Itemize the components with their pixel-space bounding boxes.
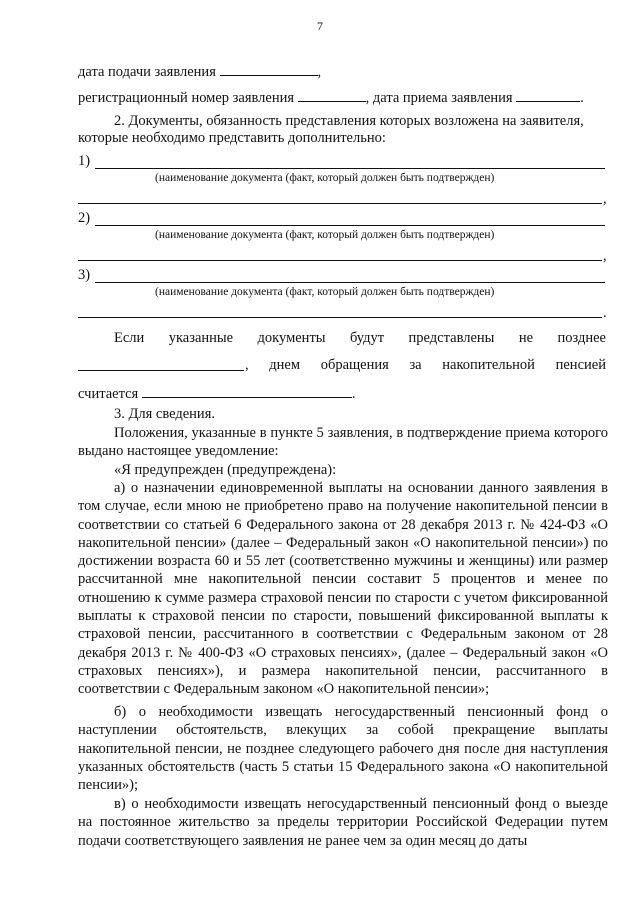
clause-b bbox=[78, 703, 608, 794]
condition-line1 bbox=[114, 329, 606, 347]
word: будут bbox=[349, 330, 385, 346]
acceptance-date-suffix: . bbox=[580, 90, 584, 106]
submission-date-blank bbox=[220, 61, 318, 76]
word: обращения bbox=[320, 357, 389, 373]
document-item-3-blank bbox=[95, 282, 605, 283]
page-number: 7 bbox=[317, 19, 323, 33]
clause-c-text: в) о необходимости извещать негосударственный пенсионный фонд о выезде на постоянное жительство за пределы территории Российской Федерации путем подачи соответствующего заявления не ранее чем за один месяц до даты bbox=[78, 796, 608, 849]
registration-number-label: регистрационный номер заявления bbox=[78, 90, 295, 106]
condition-line2 bbox=[245, 356, 606, 374]
acceptance-date-blank bbox=[516, 87, 580, 102]
document-item-3-end: . bbox=[603, 305, 607, 321]
word: представлены bbox=[408, 330, 495, 346]
warning-intro: «Я предупрежден (предупреждена): bbox=[114, 462, 337, 478]
submission-date-label: дата подачи заявления bbox=[78, 64, 216, 80]
section2-intro-line1: 2. Документы, обязанность представления которых возложена на заявителя, bbox=[114, 113, 584, 129]
word: днем bbox=[269, 357, 301, 373]
submission-date-suffix: , bbox=[317, 64, 322, 80]
appeal-date-suffix: . bbox=[351, 386, 356, 402]
registration-line bbox=[78, 87, 584, 107]
submission-date-line bbox=[78, 61, 321, 81]
section3-title: 3. Для сведения. bbox=[114, 406, 215, 422]
document-item-2-blank bbox=[95, 225, 605, 226]
clause-a bbox=[78, 479, 608, 699]
registration-number-blank bbox=[298, 87, 366, 102]
document-item-1-blank2 bbox=[78, 203, 602, 204]
document-item-2-number: 2) bbox=[78, 210, 91, 226]
document-item-1-blank bbox=[95, 168, 605, 169]
word: документы bbox=[257, 330, 326, 346]
deadline-date-blank bbox=[78, 370, 244, 371]
word: накопительной bbox=[442, 357, 535, 373]
document-item-3-number: 3) bbox=[78, 267, 91, 283]
word: позднее bbox=[557, 330, 606, 346]
document-item-3-blank2 bbox=[78, 317, 602, 318]
word: пенсией bbox=[555, 357, 606, 373]
appeal-date-blank bbox=[142, 383, 352, 398]
document-item-2-blank2 bbox=[78, 260, 602, 261]
document-item-3-caption: (наименование документа (факт, который должен быть подтвержден) bbox=[155, 286, 495, 298]
word: , bbox=[245, 357, 249, 373]
word: указанные bbox=[168, 330, 234, 346]
document-item-2-end: , bbox=[603, 248, 607, 264]
section2-intro-line2: которые необходимо представить дополнительно: bbox=[78, 130, 386, 146]
clause-c bbox=[78, 795, 608, 850]
document-item-1-end: , bbox=[603, 191, 607, 207]
section3-intro-text: Положения, указанные в пункте 5 заявления, в подтверждение приема которого выдано настоящее уведомление: bbox=[78, 425, 608, 460]
considered-label: считается bbox=[78, 386, 139, 402]
word: Если bbox=[114, 330, 145, 346]
document-item-2-caption: (наименование документа (факт, который должен быть подтвержден) bbox=[155, 229, 495, 241]
word: за bbox=[409, 357, 422, 373]
document-item-1-caption: (наименование документа (факт, который должен быть подтвержден) bbox=[155, 172, 495, 184]
document-item-1-number: 1) bbox=[78, 153, 91, 169]
clause-b-text: б) о необходимости извещать негосударственный пенсионный фонд о наступлении обстоятельств, влекущих за собой прекращение выплаты накопительной пенсии, не позднее следующего рабочего дня после дня наступления указанных обстоятельств (часть 5 статьи 15 Федерального закона «О накопительной пенсии»); bbox=[78, 704, 608, 794]
condition-line3 bbox=[78, 383, 355, 403]
acceptance-date-label: , дата приема заявления bbox=[365, 90, 513, 106]
word: не bbox=[518, 330, 534, 346]
section3-paragraph-intro bbox=[78, 424, 608, 461]
clause-a-text: а) о назначении единовременной выплаты на основании данного заявления в том случае, если мною не приобретено право на получение накопительной пенсии в соответствии со статьей 6 Федерального закона от 28 декабря 2013 г. № 424-ФЗ «О накопительной пенсии» (далее – Федеральный закон «О накопительной пенсии») по достижении возраста 60 и 55 лет (соответственно мужчины и женщины) или размер рассчитанной мне накопительной пенсии составит 5 процентов и менее по отношению к сумме размера страховой пенсии по старости с учетом фиксированной выплаты к страховой пенсии по старости, повышений фиксированной выплаты к страховой пенсии, рассчитанного в соответствии с Федеральным законом от 28 декабря 2013 г. № 400-ФЗ «О страховых пенсиях», (далее – Федеральный закон «О страховых пенсиях»), и размера накопительной пенсии, рассчитанного в соответствии с Федеральным законом «О накопительной пенсии»; bbox=[78, 480, 608, 698]
